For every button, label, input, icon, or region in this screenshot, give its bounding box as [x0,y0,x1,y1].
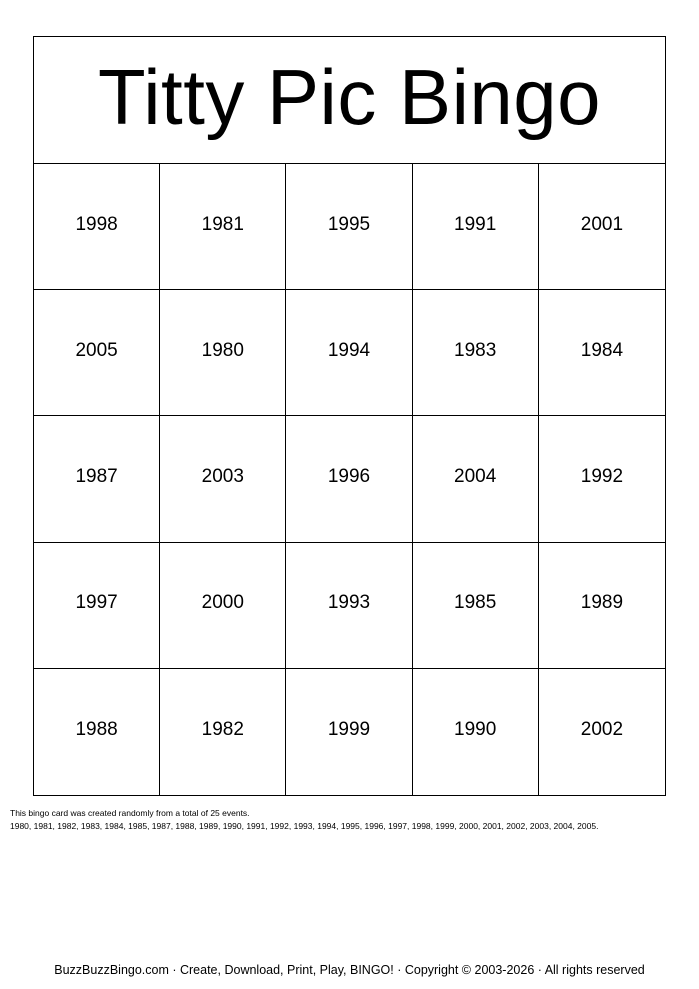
note-event-list: 1980, 1981, 1982, 1983, 1984, 1985, 1987, 1988, 1989, 1990, 1991, 1992, 1993, 1994, 1995, 1996, 1997, 1998, 1999, 2000, 2001, 2002, 2003, 2004, 2005. [10,821,599,831]
bingo-cell: 2003 [160,416,286,542]
bingo-cell: 1993 [286,543,412,669]
bingo-cell: 1982 [160,669,286,795]
bingo-cell: 1996 [286,416,412,542]
bingo-cell: 2000 [160,543,286,669]
bingo-cell: 1992 [539,416,665,542]
bingo-cell: 1988 [34,669,160,795]
bingo-cell: 2002 [580,718,624,740]
bingo-cell: 1999 [286,669,412,795]
bingo-cell: 1984 [539,290,665,416]
bingo-card [33,36,666,796]
bingo-cell: 1987 [34,416,160,542]
bingo-cell: 1980 [160,290,286,416]
bingo-cell: 1981 [160,164,286,290]
bingo-cell: 1997 [34,543,160,669]
bingo-cell: 2005 [34,290,160,416]
note-summary: This bingo card was created randomly from a total of 25 events. [10,808,250,818]
card-title: Titty Pic Bingo [34,37,665,164]
bingo-cell: 1991 [413,164,539,290]
bingo-cell: 1985 [413,543,539,669]
bingo-grid [34,164,665,795]
generation-note [10,807,598,833]
page-footer: BuzzBuzzBingo.com · Create, Download, Print, Play, BINGO! · Copyright © 2003-2026 · All rights reserved [54,963,645,977]
bingo-cell: 1995 [286,164,412,290]
bingo-cell: 1990 [413,669,539,795]
bingo-cell: 1983 [413,290,539,416]
bingo-cell: 1989 [539,543,665,669]
bingo-cell: 2001 [539,164,665,290]
bingo-cell: 1994 [286,290,412,416]
bingo-cell: 1998 [34,164,160,290]
bingo-cell: 2004 [413,416,539,542]
